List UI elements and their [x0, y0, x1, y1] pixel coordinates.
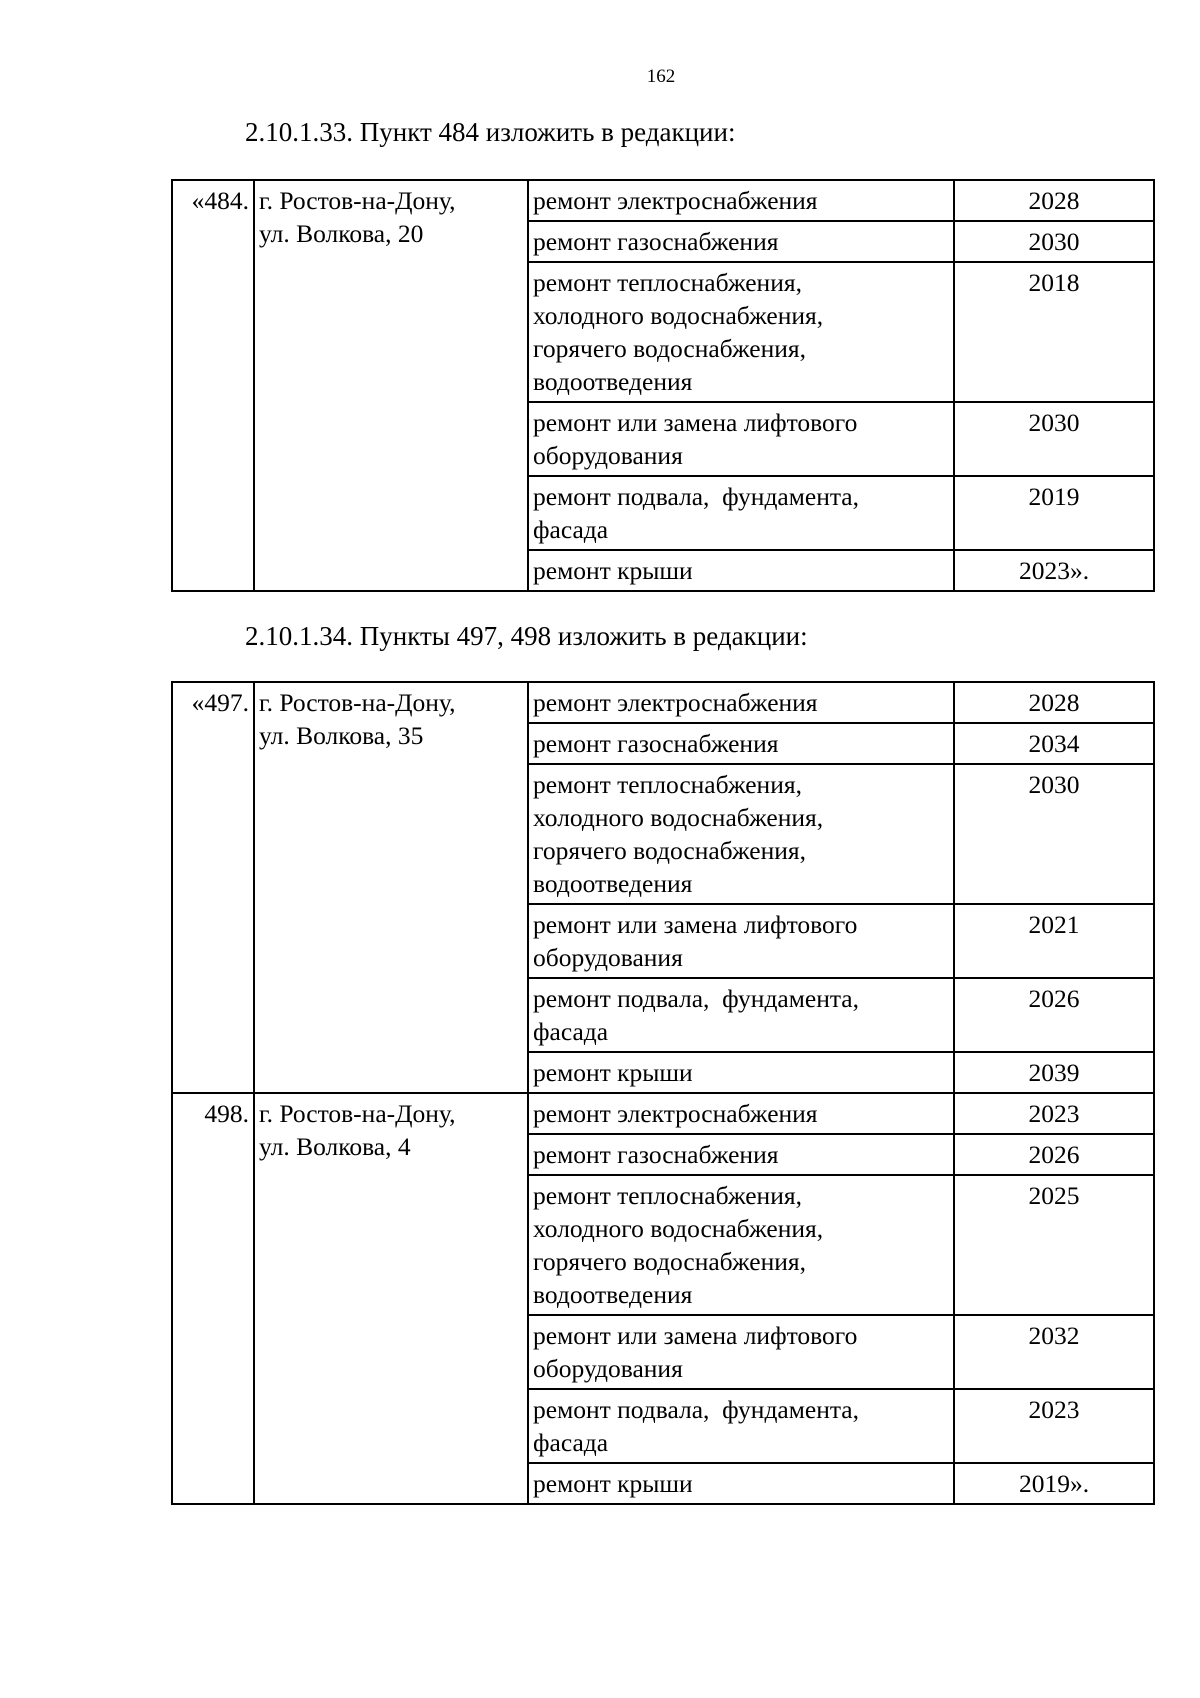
work-line: холодного водоснабжения, — [533, 803, 824, 832]
work-type — [528, 904, 954, 978]
amendment-table — [171, 179, 1155, 592]
work-type — [528, 1389, 954, 1463]
work-type — [528, 402, 954, 476]
work-type: ремонт крыши — [528, 1052, 954, 1093]
work-line: оборудования — [533, 441, 683, 470]
item-number: 498. — [172, 1093, 254, 1504]
work-type — [528, 1315, 954, 1389]
work-type: ремонт электроснабжения — [528, 682, 954, 723]
work-line: водоотведения — [533, 869, 693, 898]
work-line: водоотведения — [533, 1280, 693, 1309]
address-street: ул. Волкова, 4 — [259, 1132, 411, 1161]
work-year: 2021 — [954, 904, 1154, 978]
work-year: 2034 — [954, 723, 1154, 764]
work-line: горячего водоснабжения, — [533, 836, 807, 865]
work-year: 2028 — [954, 682, 1154, 723]
work-year: 2019 — [954, 476, 1154, 550]
work-type: ремонт газоснабжения — [528, 1134, 954, 1175]
work-line: ремонт теплоснабжения, — [533, 1181, 802, 1210]
work-line: холодного водоснабжения, — [533, 301, 824, 330]
address-street: ул. Волкова, 20 — [259, 219, 424, 248]
address-cell — [254, 682, 528, 1093]
section-heading: 2.10.1.33. Пункт 484 изложить в редакции: — [245, 117, 736, 147]
work-year: 2023 — [954, 1389, 1154, 1463]
address-city: г. Ростов-на-Дону, — [259, 688, 456, 717]
work-type: ремонт электроснабжения — [528, 1093, 954, 1134]
work-type — [528, 764, 954, 904]
work-line: водоотведения — [533, 367, 693, 396]
item-number: «484. — [172, 180, 254, 591]
work-year: 2026 — [954, 978, 1154, 1052]
address-city: г. Ростов-на-Дону, — [259, 186, 456, 215]
work-type: ремонт крыши — [528, 1463, 954, 1504]
work-year: 2028 — [954, 180, 1154, 221]
work-line: ремонт или замена лифтового — [533, 910, 858, 939]
work-line: фасада — [533, 1017, 609, 1046]
work-line: ремонт или замена лифтового — [533, 1321, 858, 1350]
work-year: 2023». — [954, 550, 1154, 591]
address-cell — [254, 180, 528, 591]
work-line: ремонт подвала, фундамента, — [533, 984, 859, 1013]
page-number: 162 — [646, 66, 676, 87]
table-row — [172, 1093, 1154, 1134]
work-line: ремонт теплоснабжения, — [533, 770, 802, 799]
work-year: 2032 — [954, 1315, 1154, 1389]
work-line: ремонт подвала, фундамента, — [533, 482, 859, 511]
work-type — [528, 476, 954, 550]
work-line: фасада — [533, 1428, 609, 1457]
table-row — [172, 682, 1154, 723]
work-year: 2030 — [954, 221, 1154, 262]
amendment-table — [171, 681, 1155, 1505]
work-year: 2026 — [954, 1134, 1154, 1175]
address-street: ул. Волкова, 35 — [259, 721, 424, 750]
table-row — [172, 180, 1154, 221]
address-cell — [254, 1093, 528, 1504]
work-type — [528, 1175, 954, 1315]
work-line: холодного водоснабжения, — [533, 1214, 824, 1243]
work-type: ремонт электроснабжения — [528, 180, 954, 221]
address-city: г. Ростов-на-Дону, — [259, 1099, 456, 1128]
work-type: ремонт газоснабжения — [528, 221, 954, 262]
work-line: ремонт теплоснабжения, — [533, 268, 802, 297]
work-year: 2030 — [954, 764, 1154, 904]
work-line: фасада — [533, 515, 609, 544]
work-line: ремонт или замена лифтового — [533, 408, 858, 437]
work-line: горячего водоснабжения, — [533, 1247, 807, 1276]
work-year: 2019». — [954, 1463, 1154, 1504]
work-line: горячего водоснабжения, — [533, 334, 807, 363]
work-year: 2025 — [954, 1175, 1154, 1315]
item-number: «497. — [172, 682, 254, 1093]
work-year: 2023 — [954, 1093, 1154, 1134]
work-line: оборудования — [533, 943, 683, 972]
work-year: 2039 — [954, 1052, 1154, 1093]
work-line: оборудования — [533, 1354, 683, 1383]
section-heading: 2.10.1.34. Пункты 497, 498 изложить в редакции: — [245, 621, 808, 651]
work-line: ремонт подвала, фундамента, — [533, 1395, 859, 1424]
work-type — [528, 262, 954, 402]
work-type: ремонт крыши — [528, 550, 954, 591]
work-type: ремонт газоснабжения — [528, 723, 954, 764]
work-year: 2030 — [954, 402, 1154, 476]
work-type — [528, 978, 954, 1052]
work-year: 2018 — [954, 262, 1154, 402]
